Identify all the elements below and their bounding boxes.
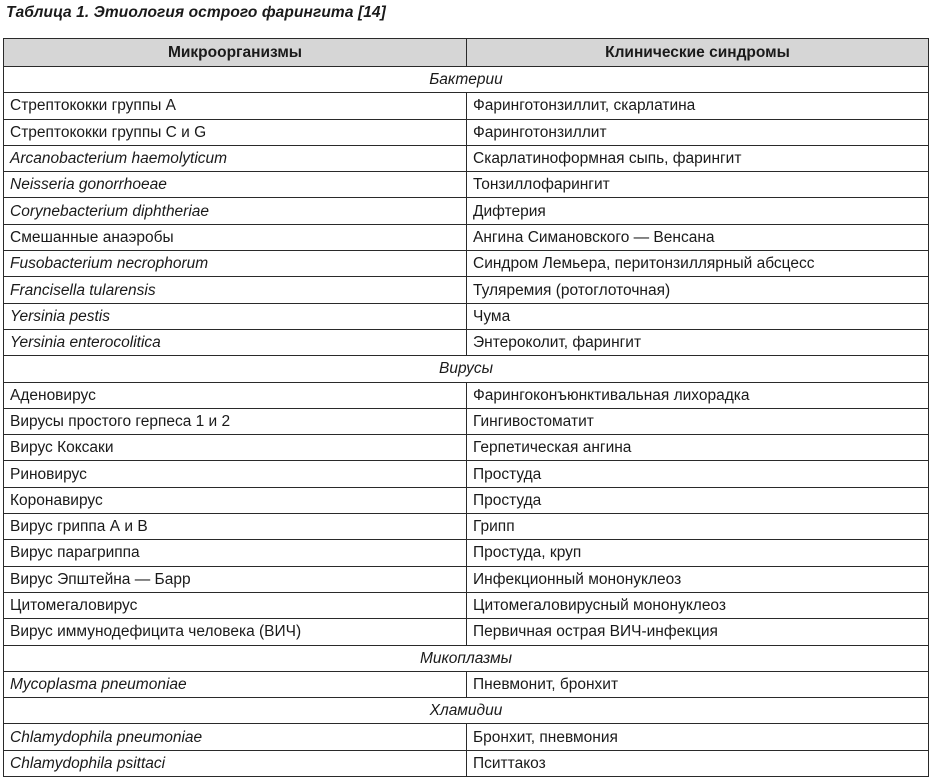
organism-cell: Стрептококки группы C и G [4,119,467,145]
section-row-mycoplasma [4,645,929,671]
organism-cell: Вирус Эпштейна — Барр [4,566,467,592]
table-row [4,277,929,303]
section-title: Бактерии [4,67,929,93]
table-row [4,408,929,434]
table-row [4,461,929,487]
organism-cell: Chlamydophila pneumoniae [4,724,467,750]
syndrome-cell: Ангина Симановского — Венсана [467,224,929,250]
syndrome-cell: Простуда, круп [467,540,929,566]
section-row-chlamydia [4,698,929,724]
syndrome-cell: Пневмонит, бронхит [467,671,929,697]
section-title: Вирусы [4,356,929,382]
organism-cell: Yersinia enterocolitica [4,329,467,355]
table-row [4,172,929,198]
organism-cell: Neisseria gonorrhoeae [4,172,467,198]
organism-cell: Цитомегаловирус [4,592,467,618]
table-row [4,724,929,750]
organism-cell: Yersinia pestis [4,303,467,329]
table-row [4,592,929,618]
table-row [4,487,929,513]
syndrome-cell: Гингивостоматит [467,408,929,434]
table-row [4,540,929,566]
syndrome-cell: Фаринготонзиллит [467,119,929,145]
table-row [4,119,929,145]
syndrome-cell: Бронхит, пневмония [467,724,929,750]
organism-cell: Mycoplasma pneumoniae [4,671,467,697]
syndrome-cell: Тонзиллофарингит [467,172,929,198]
header-row [4,39,929,67]
section-row-bacteria [4,67,929,93]
section-row-viruses [4,356,929,382]
organism-cell: Corynebacterium diphtheriae [4,198,467,224]
table-row [4,329,929,355]
table-row [4,303,929,329]
table-row [4,514,929,540]
etiology-table [3,38,929,777]
column-header-syndromes: Клинические синдромы [467,39,929,67]
syndrome-cell: Дифтерия [467,198,929,224]
organism-cell: Риновирус [4,461,467,487]
organism-cell: Arcanobacterium haemolyticum [4,145,467,171]
organism-cell: Вирусы простого герпеса 1 и 2 [4,408,467,434]
column-header-organisms: Микроорганизмы [4,39,467,67]
table-row [4,93,929,119]
syndrome-cell: Чума [467,303,929,329]
syndrome-cell: Грипп [467,514,929,540]
organism-cell: Аденовирус [4,382,467,408]
organism-cell: Вирус иммунодефицита человека (ВИЧ) [4,619,467,645]
table-row [4,619,929,645]
table-row [4,145,929,171]
syndrome-cell: Энтероколит, фарингит [467,329,929,355]
organism-cell: Вирус гриппа А и В [4,514,467,540]
organism-cell: Chlamydophila psittaci [4,750,467,776]
organism-cell: Fusobacterium necrophorum [4,251,467,277]
syndrome-cell: Первичная острая ВИЧ-инфекция [467,619,929,645]
table-row [4,671,929,697]
organism-cell: Вирус Коксаки [4,435,467,461]
table-row [4,224,929,250]
organism-cell: Francisella tularensis [4,277,467,303]
syndrome-cell: Герпетическая ангина [467,435,929,461]
table-row [4,566,929,592]
section-title: Хламидии [4,698,929,724]
organism-cell: Вирус парагриппа [4,540,467,566]
organism-cell: Стрептококки группы А [4,93,467,119]
table-row [4,382,929,408]
table-row [4,750,929,776]
syndrome-cell: Цитомегаловирусный мононуклеоз [467,592,929,618]
syndrome-cell: Туляремия (ротоглоточная) [467,277,929,303]
syndrome-cell: Простуда [467,487,929,513]
syndrome-cell: Синдром Лемьера, перитонзиллярный абсцесс [467,251,929,277]
organism-cell: Смешанные анаэробы [4,224,467,250]
organism-cell: Коронавирус [4,487,467,513]
syndrome-cell: Скарлатиноформная сыпь, фарингит [467,145,929,171]
section-title: Микоплазмы [4,645,929,671]
syndrome-cell: Фарингоконъюнктивальная лихорадка [467,382,929,408]
table-caption: Таблица 1. Этиология острого фарингита [14] [6,4,386,21]
table-row [4,198,929,224]
syndrome-cell: Простуда [467,461,929,487]
syndrome-cell: Инфекционный мононуклеоз [467,566,929,592]
syndrome-cell: Фаринготонзиллит, скарлатина [467,93,929,119]
syndrome-cell: Пситтакоз [467,750,929,776]
table-row [4,251,929,277]
table-row [4,435,929,461]
